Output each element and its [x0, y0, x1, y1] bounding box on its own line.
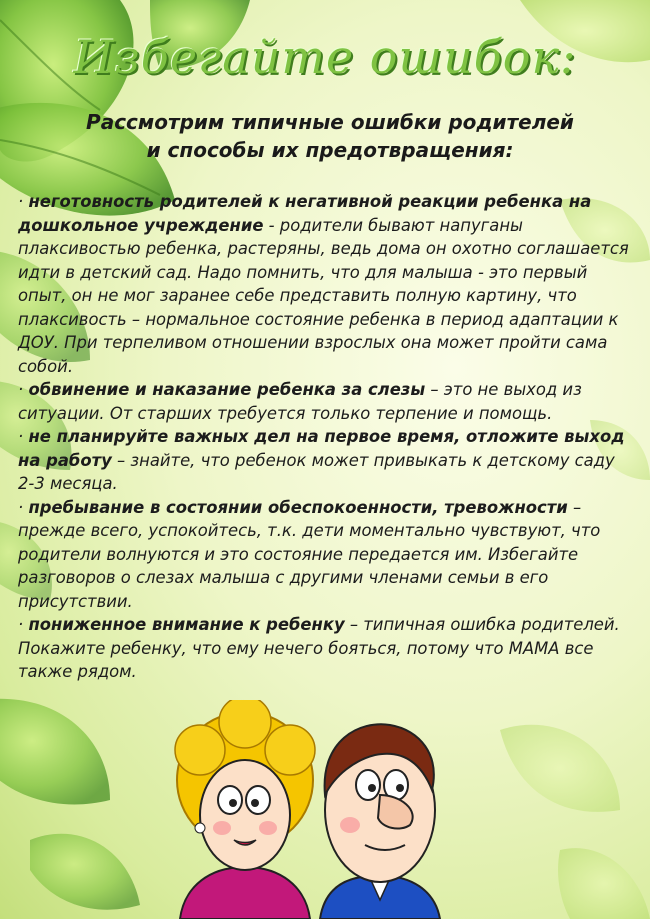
item-heading: пребывание в состоянии обеспокоенности, тревожности	[28, 497, 568, 517]
mother-figure	[175, 700, 315, 919]
item-text: – типичная ошибка родителей. Покажите ребенку, что ему нечего бояться, потому что МАМА все также рядом.	[18, 615, 620, 681]
item-heading: не планируйте важных дел на первое время, отложите выход на работу	[18, 427, 625, 470]
page-title: Избегайте ошибок:	[73, 30, 577, 84]
list-item	[18, 190, 636, 378]
leaf-shape	[0, 699, 110, 805]
item-text: - родители бывают напуганы плаксивостью ребенка, растеряны, ведь дома он охотно соглашается идти в детский сад. Надо помнить, что для малыша - это первый опыт, он не мог заранее себе представить полную картину, что плаксивость – нормальное состояние ребенка в период адаптации к ДОУ. При терпеливом отношении взрослых она может пройти сама собой.	[18, 215, 629, 376]
bullet: ·	[18, 497, 24, 517]
bullet: ·	[18, 380, 24, 399]
bullet: ·	[18, 192, 24, 211]
leaf-shape	[30, 834, 140, 910]
item-text: – знайте, что ребенок может привыкать к детскому саду 2-3 месяца.	[18, 450, 615, 493]
list-item	[18, 496, 636, 614]
bullet: ·	[18, 427, 24, 446]
leaf-shape	[558, 848, 650, 919]
subtitle	[60, 108, 600, 164]
subtitle-line-2: и способы их предотвращения:	[146, 138, 514, 162]
list-item	[18, 378, 636, 425]
leaf-shape	[500, 725, 620, 812]
item-heading: пониженное внимание к ребенку	[28, 615, 345, 634]
item-heading: неготовность родителей к негативной реакции ребенка на дошкольное учреждение	[18, 192, 592, 235]
bullet: ·	[18, 615, 24, 634]
item-text: – прежде всего, успокойтесь, т.к. дети моментально чувствуют, что родители волнуются и это состояние передается им. Избегайте разговоров о слезах малыша с другими членами семьи в его присутствии.	[18, 497, 601, 611]
parents-illustration	[170, 700, 450, 919]
list-item	[18, 425, 636, 496]
advice-list	[18, 190, 636, 684]
father-figure	[320, 724, 440, 919]
subtitle-line-1: Рассмотрим типичные ошибки родителей	[86, 110, 574, 134]
item-heading: обвинение и наказание ребенка за слезы	[28, 380, 426, 399]
item-text: – это не выход из ситуации. От старших требуется только терпение и помощь.	[18, 380, 582, 423]
list-item	[18, 613, 636, 684]
